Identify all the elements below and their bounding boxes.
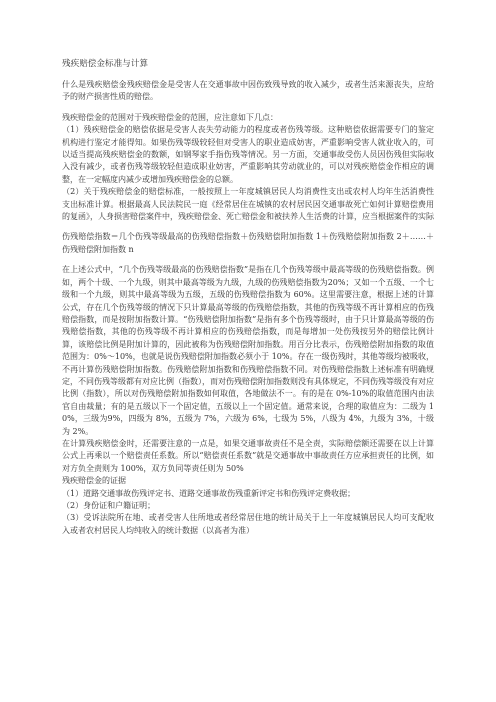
paragraph-evidence-heading: 残疾赔偿金的证据	[62, 476, 126, 486]
paragraph-scope-intro: 残疾赔偿金的范围对于残疾赔偿金的范围，应注意如下几点：	[62, 112, 278, 122]
paragraph-liability-coefficient: 在计算残疾赔偿金时，还需要注意的一点是，如果交通事故责任不是全责，实际赔偿额还需要在以上计算公式上再乘以一个赔偿责任系数。所以“赔偿责任系数”就是交通事故中事故责任方应承担责任的比例，如对方负全责则为 100%，双方负同等责任则为 50%	[62, 438, 434, 473]
paragraph-evidence-1: （1）道路交通事故伤残评定书、道路交通事故伤残重新评定书和伤残评定费收据；	[62, 488, 356, 498]
paragraph-evidence-2: （2）身份证和户籍证明；	[62, 501, 156, 510]
document-title: 残疾赔偿金标准与计算	[62, 59, 148, 69]
paragraph-point-2: （2）关于残疾赔偿金的赔偿标准，一般按照上一年度城镇居民人均消费性支出或农村人均年生活消费性支出标准计算。根据最高人民法院民一庭《经常居住在城镇的农村居民因交通事故死亡如何计算赔偿费用的复函》，人身损害赔偿案件中，残疾赔偿金、死亡赔偿金和被扶养人生活费的计算，应当根据案件的实际	[62, 187, 434, 222]
paragraph-formula: 伤残赔偿指数＝几个伤残等级最高的伤残赔偿指数＋伤残赔偿附加指数 1＋伤残赔偿附加指数 2＋……＋伤残赔偿附加指数 n	[62, 232, 434, 254]
paragraph-evidence-3: （3）受诉法院所在地、或者受害人住所地或者经常居住地的统计局关于上一年度城镇居民人均可支配收入或者农村居民人均纯收入的统计数据（以高者为准）	[62, 513, 434, 535]
paragraph-point-1: （1）残疾赔偿金的赔偿依据是受害人丧失劳动能力的程度或者伤残等级。这种赔偿依据需要专门的鉴定机构进行鉴定才能得知。如果伤残等级较轻但对受害人的职业造成妨害，严重影响受害人就业收入的，可以适当提高残疾赔偿金的数额，如钢琴家手指伤残等情况。另一方面，交通事故受伤人员因伤残但实际收入没有减少，或者伤残等级较轻但造成职业妨害，严重影响其劳动就业的，可以对残疾赔偿金作相应的调整，在一定幅度内减少或增加残疾赔偿金的总额。	[62, 125, 434, 184]
paragraph-definition: 什么是残疾赔偿金残疾赔偿金是受害人在交通事故中因伤致残导致的收入减少，或者生活来源丧失，应给予的财产损害性质的赔偿。	[62, 80, 434, 102]
paragraph-formula-explanation: 在上述公式中，“几个伤残等级最高的伤残赔偿指数”是指在几个伤残等级中最高等级的伤残赔偿指数。例如，两个十级、一个九级，则其中最高等级为九级，九级的伤残赔偿指数为20%；又如一个五级、一个七级和一个九级，则其中最高等级为五级，五级的伤残赔偿指数为 60%。这里需要注意，根据上述的计算公式，存在几个伤残等级的情况下只计算最高等级的伤残赔偿指数，其他的伤残等级不再计算相应的伤残赔偿指数，而是按附加指数计算。“伤残赔偿附加指数”是指有多个伤残等级时，由于只计算最高等级的伤残赔偿指数，其他的伤残等级不再计算相应的伤残赔偿指数，而是每增加一处伤残按另外的赔偿比例计算，该赔偿比例是附加计算的，因此被称为伤残赔偿附加指数。用百分比表示，伤残赔偿附加指数的取值范围为：0%～10%，也就是说伤残赔偿附加指数必须小于 10%。存在一级伤残时，其他等级均被吸收，不再计算伤残赔偿附加指数。伤残赔偿附加指数和伤残赔偿指数不同。对伤残赔偿指数上述标准有明确规定，不同伤残等级都有对应比例（指数），而对伤残赔偿附加指数则没有具体规定，不同伤残等级没有对应比例（指数），所以对伤残赔偿附加指数如何取值，各地做法不一。有的是在 0%-10%的取值范围内由法官自由裁量；有的是五级以下一个固定值，五级以上一个固定值。通常来说，合理的取值应为：二级为 10%，三级为9%，四级为 8%，五级为 7%，六级为 6%，七级为 5%，八级为 4%，九级为 3%，十级为 2%。	[62, 265, 434, 436]
